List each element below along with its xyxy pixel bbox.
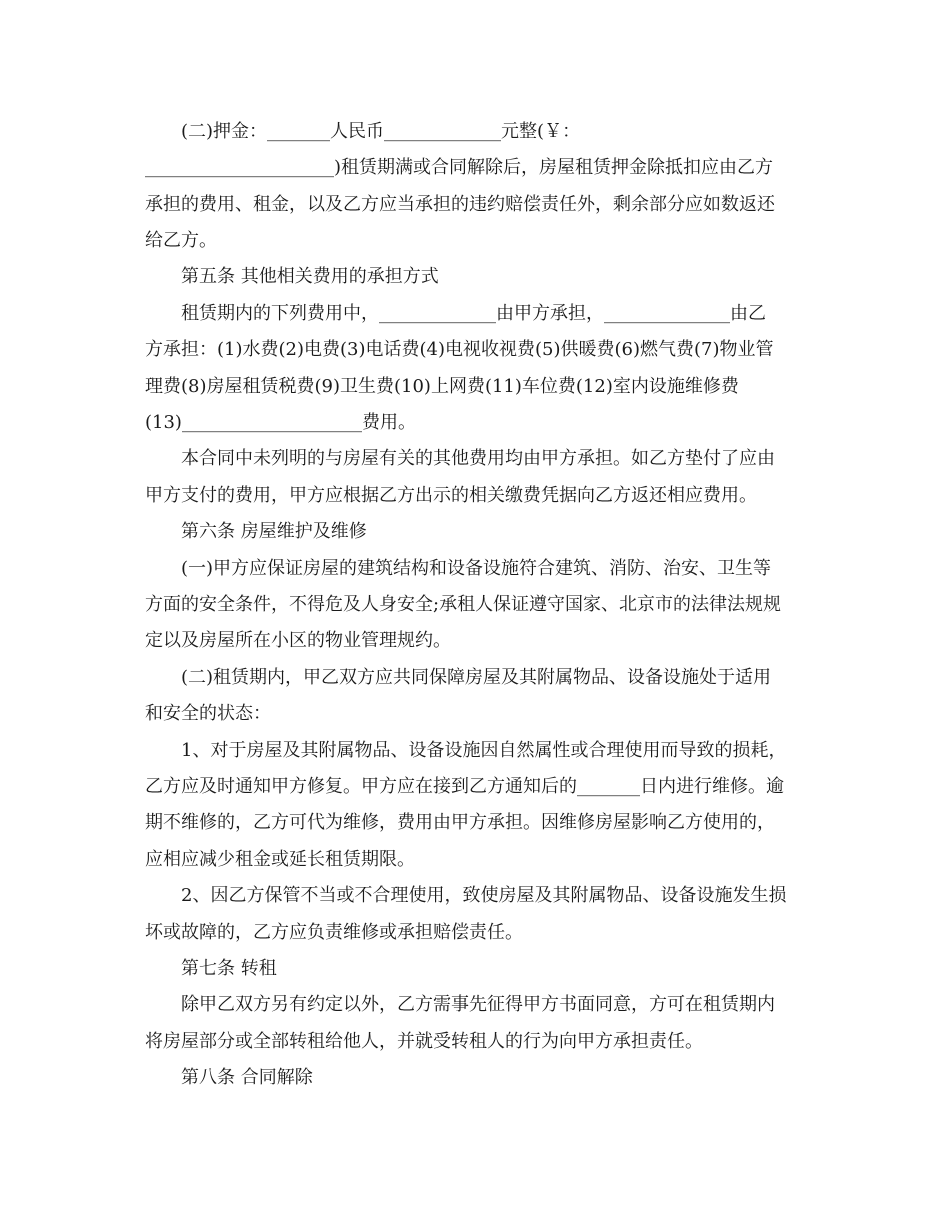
deposit-line-1: (二)押金：_______人民币_____________元整(￥：: [181, 121, 581, 142]
maint-1-line-3: 定以及房屋所在小区的物业管理规约。: [145, 630, 451, 651]
item-2-line-1: 2、因乙方保管不当或不合理使用，致使房屋及其附属物品、设备设施发生损: [181, 885, 787, 906]
article-6-heading: 第六条 房屋维护及维修: [181, 521, 367, 542]
article-7-heading: 第七条 转租: [181, 958, 277, 979]
fees-line-4: (13)____________________费用。: [145, 412, 416, 433]
article-8-heading: 第八条 合同解除: [181, 1067, 313, 1088]
maint-1-line-1: (一)甲方应保证房屋的建筑结构和设备设施符合建筑、消防、治安、卫生等: [181, 558, 772, 579]
sublet-line-2: 将房屋部分或全部转租给他人，并就受转租人的行为向甲方承担责任。: [145, 1031, 703, 1052]
item-2-line-2: 坏或故障的，乙方应负责维修或承担赔偿责任。: [145, 922, 523, 943]
deposit-line-3: 承担的费用、租金，以及乙方应当承担的违约赔偿责任外，剩余部分应如数返还: [145, 194, 775, 215]
fees-line-2: 方承担：(1)水费(2)电费(3)电话费(4)电视收视费(5)供暖费(6)燃气费(7)物业管: [145, 339, 774, 360]
item-1-line-2: 乙方应及时通知甲方修复。甲方应在接到乙方通知后的_______日内进行维修。逾: [145, 776, 784, 797]
fees-line-1: 租赁期内的下列费用中，_____________由甲方承担，______________由乙: [181, 303, 766, 324]
item-1-line-1: 1、对于房屋及其附属物品、设备设施因自然属性或合理使用而导致的损耗，: [181, 740, 787, 761]
item-1-line-4: 应相应减少租金或延长租赁期限。: [145, 849, 415, 870]
maint-2-line-1: (二)租赁期内，甲乙双方应共同保障房屋及其附属物品、设备设施处于适用: [181, 667, 772, 688]
maint-2-line-2: 和安全的状态：: [145, 703, 271, 724]
article-5-heading: 第五条 其他相关费用的承担方式: [181, 266, 439, 287]
other-fees-line-2: 甲方支付的费用，甲方应根据乙方出示的相关缴费凭据向乙方返还相应费用。: [145, 485, 757, 506]
deposit-line-4: 给乙方。: [145, 230, 217, 251]
sublet-line-1: 除甲乙双方另有约定以外，乙方需事先征得甲方书面同意，方可在租赁期内: [181, 994, 775, 1015]
deposit-line-2: _____________________)租赁期满或合同解除后，房屋租赁押金除抵扣应由乙方: [145, 157, 774, 178]
fees-line-3: 理费(8)房屋租赁税费(9)卫生费(10)上网费(11)车位费(12)室内设施维修费: [145, 376, 739, 397]
maint-1-line-2: 方面的安全条件，不得危及人身安全;承租人保证遵守国家、北京市的法律法规规: [145, 594, 782, 615]
item-1-line-3: 期不维修的，乙方可代为维修，费用由甲方承担。因维修房屋影响乙方使用的，: [145, 812, 775, 833]
other-fees-line-1: 本合同中未列明的与房屋有关的其他费用均由甲方承担。如乙方垫付了应由: [181, 448, 775, 469]
